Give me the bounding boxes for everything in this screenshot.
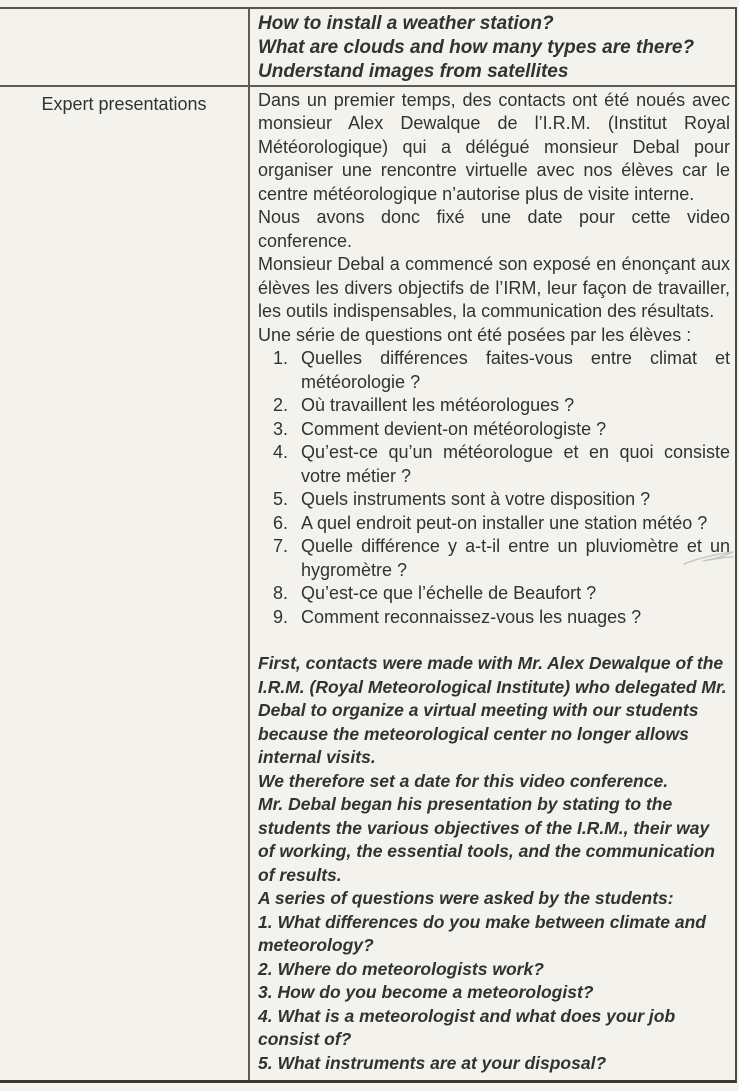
question-number: 7. <box>273 536 289 557</box>
english-paragraph: 4. What is a meteorologist and what does your job consist of? <box>258 1005 676 1050</box>
topic-line: What are clouds and how many types are there? <box>258 37 695 59</box>
french-question-item <box>258 512 730 536</box>
question-text: Qu’est-ce que l’échelle de Beaufort ? <box>301 583 597 604</box>
french-paragraphs <box>258 89 730 348</box>
french-question-list <box>258 347 730 629</box>
english-paragraph: We therefore set a date for this video conference. <box>258 770 669 791</box>
french-question-item <box>258 418 730 442</box>
activity-label: Expert presentations <box>41 93 207 114</box>
english-paragraph: A series of questions were asked by the students: <box>258 888 674 909</box>
activity-cell <box>0 87 250 1080</box>
activity-cell-empty <box>0 9 250 85</box>
english-translation-block <box>258 652 730 1075</box>
french-paragraph: Monsieur Debal a commencé son exposé en énonçant aux élèves les divers objectifs de l’IRM, leur façon de travailler, les outils indispensables, la communication des résultats. <box>258 254 730 322</box>
topics-cell <box>250 9 735 85</box>
french-paragraph: Dans un premier temps, des contacts ont été noués avec monsieur Alex Dewalque de l’I.R.M. (Institut Royal Météorologique) qui a délégué monsieur Debal pour organiser une rencontre virtuelle avec nos élèves car le centre météorologique n’autorise plus de visite interne. <box>258 89 730 204</box>
topic-line: Understand images from satellites <box>258 61 569 83</box>
document-table <box>0 7 737 1083</box>
french-paragraph: Une série de questions ont été posées par les élèves : <box>258 324 692 345</box>
french-question-item <box>258 582 730 606</box>
question-number: 6. <box>273 512 289 533</box>
description-cell <box>250 87 735 1080</box>
question-number: 9. <box>273 606 289 627</box>
question-number: 1. <box>273 348 289 369</box>
english-paragraph: 2. Where do meteorologists work? <box>258 958 544 979</box>
question-text: Comment devient-on météorologiste ? <box>301 418 607 439</box>
question-number: 8. <box>273 583 289 604</box>
french-question-item <box>258 394 730 418</box>
question-text: A quel endroit peut-on installer une station météo ? <box>301 512 708 533</box>
topic-line: How to install a weather station? <box>258 13 554 34</box>
scan-artifact-mark <box>682 549 736 573</box>
question-text: Quelles différences faites-vous entre climat et météorologie ? <box>301 348 730 392</box>
english-paragraph: 5. What instruments are at your disposal? <box>258 1052 607 1073</box>
french-question-item <box>258 606 730 630</box>
french-paragraph: Nous avons donc fixé une date pour cette video conference. <box>258 207 730 251</box>
topic-lines <box>258 12 730 85</box>
english-paragraph: First, contacts were made with Mr. Alex Dewalque of the I.R.M. (Royal Meteorological Institute) who delegated Mr. Debal to organize a virtual meeting with our students because the meteorological center no longer allows internal visits. <box>258 653 727 768</box>
blank-line <box>258 629 730 652</box>
french-question-item <box>258 488 730 512</box>
question-number: 5. <box>273 489 289 510</box>
question-number: 2. <box>273 395 289 416</box>
question-text: Quels instruments sont à votre disposition ? <box>301 489 651 510</box>
question-number: 4. <box>273 442 289 463</box>
english-paragraph: Mr. Debal began his presentation by stating to the students the various objectives of the I.R.M., their way of working, the essential tools, and the communication of results. <box>258 794 715 885</box>
english-paragraph: 1. What differences do you make between climate and meteorology? <box>258 911 707 956</box>
french-question-item <box>258 441 730 488</box>
question-number: 3. <box>273 418 289 439</box>
french-question-item <box>258 347 730 394</box>
table-row-expert-presentations <box>0 87 735 1080</box>
question-text: Quelle différence y a-t-il entre un pluviomètre et un hygromètre ? <box>301 536 730 580</box>
table-row-topics <box>0 9 735 87</box>
question-text: Comment reconnaissez-vous les nuages ? <box>301 606 642 627</box>
question-text: Qu’est-ce qu’un météorologue et en quoi consiste votre métier ? <box>301 442 730 486</box>
question-text: Où travaillent les météorologues ? <box>301 395 575 416</box>
french-question-item <box>258 535 730 582</box>
english-paragraph: 3. How do you become a meteorologist? <box>258 982 594 1003</box>
